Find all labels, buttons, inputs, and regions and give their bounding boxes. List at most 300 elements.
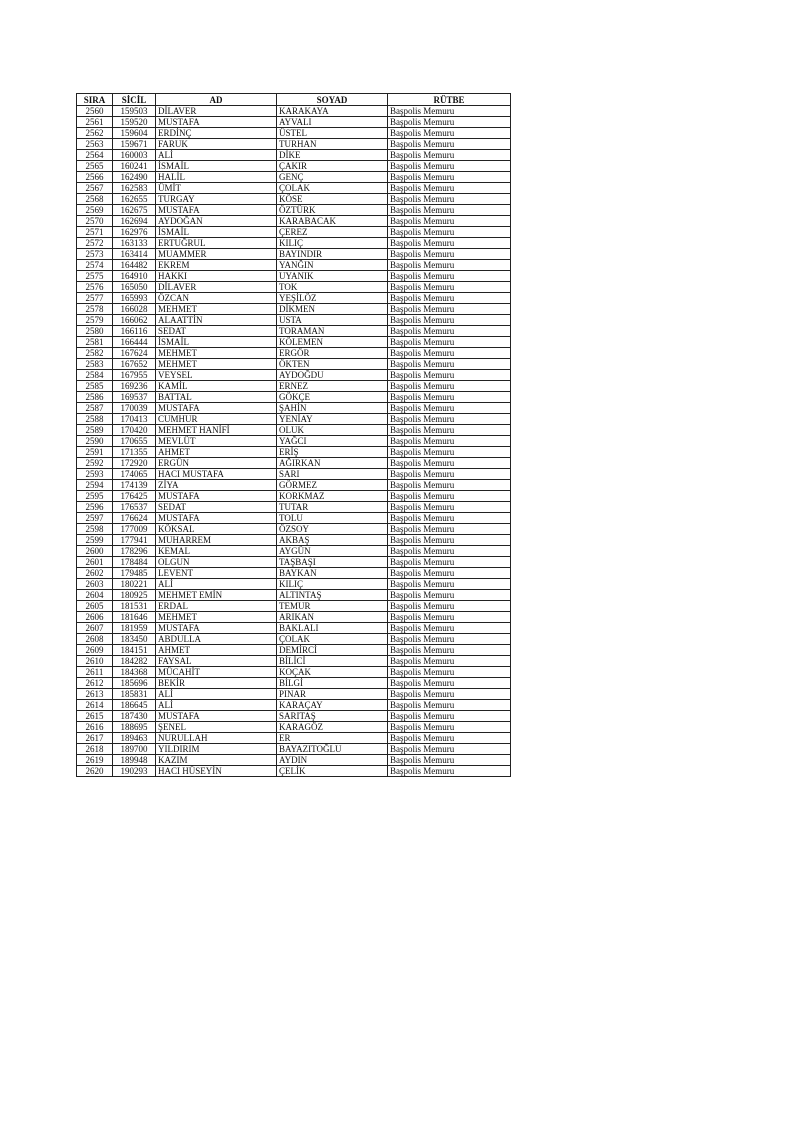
cell-ad: EKREM [156, 260, 277, 271]
table-row [77, 106, 511, 117]
table-row [77, 403, 511, 414]
cell-ad: MUSTAFA [156, 403, 277, 414]
cell-soyad: KÖSE [277, 194, 388, 205]
cell-sicil: 162694 [113, 216, 156, 227]
cell-sira: 2590 [77, 436, 113, 447]
table-row [77, 568, 511, 579]
cell-sicil: 190293 [113, 766, 156, 777]
cell-ad: VEYSEL [156, 370, 277, 381]
cell-rutbe: Başpolis Memuru [388, 513, 511, 524]
cell-soyad: DİKMEN [277, 304, 388, 315]
cell-ad: ERDİNÇ [156, 128, 277, 139]
cell-soyad: AKBAŞ [277, 535, 388, 546]
cell-sira: 2572 [77, 238, 113, 249]
table-row [77, 535, 511, 546]
cell-ad: KÖKSAL [156, 524, 277, 535]
cell-sira: 2612 [77, 678, 113, 689]
table-row [77, 249, 511, 260]
cell-sicil: 160241 [113, 161, 156, 172]
cell-soyad: ÖKTEN [277, 359, 388, 370]
cell-sira: 2580 [77, 326, 113, 337]
cell-sicil: 167955 [113, 370, 156, 381]
cell-sira: 2583 [77, 359, 113, 370]
cell-soyad: UYANIK [277, 271, 388, 282]
table-header-row [77, 94, 511, 106]
table-row [77, 238, 511, 249]
cell-soyad: BİLGİ [277, 678, 388, 689]
cell-sicil: 166062 [113, 315, 156, 326]
cell-sicil: 159503 [113, 106, 156, 117]
cell-ad: ŞENEL [156, 722, 277, 733]
cell-ad: MUSTAFA [156, 711, 277, 722]
cell-soyad: ÖZSOY [277, 524, 388, 535]
table-row [77, 370, 511, 381]
table-row [77, 326, 511, 337]
cell-soyad: ÇOLAK [277, 183, 388, 194]
cell-rutbe: Başpolis Memuru [388, 227, 511, 238]
table-row [77, 315, 511, 326]
cell-soyad: KÖLEMEN [277, 337, 388, 348]
cell-sira: 2584 [77, 370, 113, 381]
cell-ad: AHMET [156, 447, 277, 458]
cell-sicil: 164910 [113, 271, 156, 282]
cell-sira: 2620 [77, 766, 113, 777]
cell-sira: 2617 [77, 733, 113, 744]
cell-ad: HACI HÜSEYİN [156, 766, 277, 777]
cell-sicil: 180925 [113, 590, 156, 601]
cell-rutbe: Başpolis Memuru [388, 249, 511, 260]
header-rutbe: RÜTBE [388, 94, 511, 106]
cell-rutbe: Başpolis Memuru [388, 436, 511, 447]
cell-soyad: TOK [277, 282, 388, 293]
cell-soyad: SARI [277, 469, 388, 480]
cell-ad: KAMİL [156, 381, 277, 392]
table-row [77, 425, 511, 436]
cell-ad: FAYSAL [156, 656, 277, 667]
cell-rutbe: Başpolis Memuru [388, 667, 511, 678]
cell-ad: ZİYA [156, 480, 277, 491]
cell-ad: MUSTAFA [156, 623, 277, 634]
table-row [77, 216, 511, 227]
cell-sicil: 183450 [113, 634, 156, 645]
cell-rutbe: Başpolis Memuru [388, 359, 511, 370]
cell-sicil: 181531 [113, 601, 156, 612]
cell-rutbe: Başpolis Memuru [388, 590, 511, 601]
cell-sicil: 169236 [113, 381, 156, 392]
table-row [77, 260, 511, 271]
cell-ad: TURGAY [156, 194, 277, 205]
cell-soyad: YANĞIN [277, 260, 388, 271]
cell-soyad: ER [277, 733, 388, 744]
cell-sicil: 189948 [113, 755, 156, 766]
cell-sira: 2610 [77, 656, 113, 667]
cell-ad: CUMHUR [156, 414, 277, 425]
cell-rutbe: Başpolis Memuru [388, 414, 511, 425]
cell-rutbe: Başpolis Memuru [388, 172, 511, 183]
table-row [77, 744, 511, 755]
cell-ad: HACI MUSTAFA [156, 469, 277, 480]
cell-sicil: 174065 [113, 469, 156, 480]
cell-soyad: KARABACAK [277, 216, 388, 227]
cell-sicil: 169537 [113, 392, 156, 403]
cell-rutbe: Başpolis Memuru [388, 183, 511, 194]
cell-sicil: 181646 [113, 612, 156, 623]
table-row [77, 634, 511, 645]
cell-sicil: 170413 [113, 414, 156, 425]
table-row [77, 612, 511, 623]
table-row [77, 524, 511, 535]
cell-sicil: 162490 [113, 172, 156, 183]
cell-soyad: ÇAKIR [277, 161, 388, 172]
table-row [77, 458, 511, 469]
cell-sira: 2607 [77, 623, 113, 634]
cell-rutbe: Başpolis Memuru [388, 304, 511, 315]
cell-rutbe: Başpolis Memuru [388, 117, 511, 128]
cell-ad: MEHMET [156, 359, 277, 370]
cell-ad: NURULLAH [156, 733, 277, 744]
cell-sira: 2566 [77, 172, 113, 183]
cell-soyad: TORAMAN [277, 326, 388, 337]
table-row [77, 117, 511, 128]
table-row [77, 348, 511, 359]
cell-ad: MEHMET [156, 304, 277, 315]
cell-sicil: 160003 [113, 150, 156, 161]
cell-sicil: 167624 [113, 348, 156, 359]
cell-rutbe: Başpolis Memuru [388, 700, 511, 711]
header-sicil: SİCİL [113, 94, 156, 106]
cell-ad: MEHMET [156, 348, 277, 359]
cell-sira: 2618 [77, 744, 113, 755]
cell-sicil: 165050 [113, 282, 156, 293]
table-row [77, 337, 511, 348]
cell-soyad: TURHAN [277, 139, 388, 150]
cell-sira: 2603 [77, 579, 113, 590]
cell-sira: 2575 [77, 271, 113, 282]
cell-soyad: DİKE [277, 150, 388, 161]
cell-sira: 2588 [77, 414, 113, 425]
cell-soyad: KILIÇ [277, 579, 388, 590]
cell-sicil: 177009 [113, 524, 156, 535]
cell-rutbe: Başpolis Memuru [388, 337, 511, 348]
table-row [77, 711, 511, 722]
table-row [77, 722, 511, 733]
cell-sicil: 176425 [113, 491, 156, 502]
cell-sira: 2563 [77, 139, 113, 150]
cell-sira: 2604 [77, 590, 113, 601]
cell-soyad: BAYKAN [277, 568, 388, 579]
cell-rutbe: Başpolis Memuru [388, 381, 511, 392]
cell-sicil: 163133 [113, 238, 156, 249]
cell-soyad: PINAR [277, 689, 388, 700]
cell-ad: MUSTAFA [156, 513, 277, 524]
cell-sira: 2608 [77, 634, 113, 645]
cell-ad: KAZIM [156, 755, 277, 766]
cell-rutbe: Başpolis Memuru [388, 282, 511, 293]
cell-ad: ALİ [156, 700, 277, 711]
table-row [77, 392, 511, 403]
cell-ad: LEVENT [156, 568, 277, 579]
cell-soyad: SARITAŞ [277, 711, 388, 722]
table-row [77, 590, 511, 601]
cell-soyad: ERİŞ [277, 447, 388, 458]
cell-ad: FARUK [156, 139, 277, 150]
cell-soyad: GÖRMEZ [277, 480, 388, 491]
cell-rutbe: Başpolis Memuru [388, 425, 511, 436]
cell-ad: ALİ [156, 579, 277, 590]
cell-rutbe: Başpolis Memuru [388, 744, 511, 755]
cell-rutbe: Başpolis Memuru [388, 491, 511, 502]
cell-sicil: 187430 [113, 711, 156, 722]
cell-rutbe: Başpolis Memuru [388, 139, 511, 150]
cell-ad: ALİ [156, 689, 277, 700]
cell-sicil: 162976 [113, 227, 156, 238]
cell-soyad: AĞIRKAN [277, 458, 388, 469]
cell-sira: 2619 [77, 755, 113, 766]
cell-sira: 2564 [77, 150, 113, 161]
cell-soyad: ARIKAN [277, 612, 388, 623]
cell-sira: 2611 [77, 667, 113, 678]
cell-soyad: GÖKÇE [277, 392, 388, 403]
cell-sicil: 166444 [113, 337, 156, 348]
table-row [77, 601, 511, 612]
cell-sira: 2576 [77, 282, 113, 293]
table-row [77, 227, 511, 238]
cell-sira: 2577 [77, 293, 113, 304]
cell-sicil: 186645 [113, 700, 156, 711]
cell-rutbe: Başpolis Memuru [388, 106, 511, 117]
cell-soyad: KOÇAK [277, 667, 388, 678]
table-row [77, 557, 511, 568]
table-row [77, 271, 511, 282]
cell-ad: MUSTAFA [156, 117, 277, 128]
cell-sicil: 178484 [113, 557, 156, 568]
table-row [77, 194, 511, 205]
cell-rutbe: Başpolis Memuru [388, 447, 511, 458]
cell-ad: MÜCAHİT [156, 667, 277, 678]
table-row [77, 205, 511, 216]
cell-ad: AHMET [156, 645, 277, 656]
cell-sicil: 171355 [113, 447, 156, 458]
cell-rutbe: Başpolis Memuru [388, 128, 511, 139]
cell-sicil: 176624 [113, 513, 156, 524]
cell-rutbe: Başpolis Memuru [388, 645, 511, 656]
cell-soyad: ÇELİK [277, 766, 388, 777]
cell-rutbe: Başpolis Memuru [388, 194, 511, 205]
table-row [77, 546, 511, 557]
cell-soyad: KARAKAYA [277, 106, 388, 117]
header-sira: SIRA [77, 94, 113, 106]
table-row [77, 282, 511, 293]
cell-soyad: TAŞBAŞI [277, 557, 388, 568]
cell-sira: 2585 [77, 381, 113, 392]
cell-sicil: 166028 [113, 304, 156, 315]
cell-sicil: 184368 [113, 667, 156, 678]
cell-sicil: 163414 [113, 249, 156, 260]
cell-sira: 2596 [77, 502, 113, 513]
cell-rutbe: Başpolis Memuru [388, 557, 511, 568]
cell-sira: 2605 [77, 601, 113, 612]
header-soyad: SOYAD [277, 94, 388, 106]
cell-soyad: TUTAR [277, 502, 388, 513]
cell-ad: ÜMİT [156, 183, 277, 194]
cell-sira: 2570 [77, 216, 113, 227]
cell-ad: DİLAVER [156, 106, 277, 117]
cell-ad: MUAMMER [156, 249, 277, 260]
table-row [77, 469, 511, 480]
cell-sira: 2606 [77, 612, 113, 623]
cell-soyad: BAYAZITOĞLU [277, 744, 388, 755]
table-row [77, 359, 511, 370]
cell-rutbe: Başpolis Memuru [388, 271, 511, 282]
cell-rutbe: Başpolis Memuru [388, 568, 511, 579]
cell-rutbe: Başpolis Memuru [388, 502, 511, 513]
cell-ad: OLGUN [156, 557, 277, 568]
cell-sira: 2598 [77, 524, 113, 535]
cell-rutbe: Başpolis Memuru [388, 755, 511, 766]
table-row [77, 700, 511, 711]
cell-soyad: DEMİRCİ [277, 645, 388, 656]
cell-soyad: KILIÇ [277, 238, 388, 249]
cell-rutbe: Başpolis Memuru [388, 260, 511, 271]
cell-soyad: ALTINTAŞ [277, 590, 388, 601]
cell-rutbe: Başpolis Memuru [388, 711, 511, 722]
cell-sicil: 165993 [113, 293, 156, 304]
cell-ad: BEKİR [156, 678, 277, 689]
cell-sicil: 170420 [113, 425, 156, 436]
cell-sira: 2586 [77, 392, 113, 403]
cell-sicil: 185831 [113, 689, 156, 700]
cell-sira: 2568 [77, 194, 113, 205]
table-row [77, 678, 511, 689]
cell-rutbe: Başpolis Memuru [388, 403, 511, 414]
cell-sira: 2616 [77, 722, 113, 733]
cell-rutbe: Başpolis Memuru [388, 370, 511, 381]
table-row [77, 645, 511, 656]
cell-soyad: AYDOĞDU [277, 370, 388, 381]
cell-soyad: BAYINDIR [277, 249, 388, 260]
cell-sira: 2573 [77, 249, 113, 260]
cell-soyad: ŞAHİN [277, 403, 388, 414]
cell-soyad: TEMUR [277, 601, 388, 612]
cell-rutbe: Başpolis Memuru [388, 150, 511, 161]
table-row [77, 579, 511, 590]
cell-ad: MEHMET [156, 612, 277, 623]
cell-rutbe: Başpolis Memuru [388, 315, 511, 326]
cell-ad: ALAATTİN [156, 315, 277, 326]
cell-sicil: 172920 [113, 458, 156, 469]
cell-ad: ERGÜN [156, 458, 277, 469]
cell-rutbe: Başpolis Memuru [388, 205, 511, 216]
cell-sira: 2599 [77, 535, 113, 546]
cell-rutbe: Başpolis Memuru [388, 326, 511, 337]
cell-rutbe: Başpolis Memuru [388, 480, 511, 491]
cell-ad: MUSTAFA [156, 205, 277, 216]
cell-sira: 2560 [77, 106, 113, 117]
cell-sira: 2562 [77, 128, 113, 139]
cell-sira: 2614 [77, 700, 113, 711]
table-row [77, 183, 511, 194]
cell-rutbe: Başpolis Memuru [388, 722, 511, 733]
cell-ad: DİLAVER [156, 282, 277, 293]
table-row [77, 128, 511, 139]
cell-sira: 2594 [77, 480, 113, 491]
cell-ad: BATTAL [156, 392, 277, 403]
cell-sicil: 180221 [113, 579, 156, 590]
cell-sira: 2582 [77, 348, 113, 359]
cell-rutbe: Başpolis Memuru [388, 623, 511, 634]
cell-ad: İSMAİL [156, 227, 277, 238]
table-row [77, 480, 511, 491]
cell-rutbe: Başpolis Memuru [388, 535, 511, 546]
cell-rutbe: Başpolis Memuru [388, 216, 511, 227]
cell-rutbe: Başpolis Memuru [388, 612, 511, 623]
cell-ad: MUHARREM [156, 535, 277, 546]
cell-sira: 2595 [77, 491, 113, 502]
cell-rutbe: Başpolis Memuru [388, 392, 511, 403]
cell-ad: AYDOĞAN [156, 216, 277, 227]
cell-soyad: YENİAY [277, 414, 388, 425]
cell-ad: İSMAİL [156, 161, 277, 172]
cell-soyad: ÇEREZ [277, 227, 388, 238]
cell-ad: YILDIRIM [156, 744, 277, 755]
cell-sicil: 189700 [113, 744, 156, 755]
cell-rutbe: Başpolis Memuru [388, 689, 511, 700]
cell-rutbe: Başpolis Memuru [388, 469, 511, 480]
cell-soyad: YEŞİLÖZ [277, 293, 388, 304]
table-row [77, 502, 511, 513]
cell-soyad: AYDIN [277, 755, 388, 766]
cell-soyad: KORKMAZ [277, 491, 388, 502]
cell-soyad: ÇOLAK [277, 634, 388, 645]
cell-sicil: 181959 [113, 623, 156, 634]
cell-sira: 2615 [77, 711, 113, 722]
cell-soyad: OLUK [277, 425, 388, 436]
cell-sira: 2600 [77, 546, 113, 557]
cell-sira: 2609 [77, 645, 113, 656]
table-row [77, 656, 511, 667]
cell-sicil: 164482 [113, 260, 156, 271]
cell-sicil: 159604 [113, 128, 156, 139]
cell-sicil: 170039 [113, 403, 156, 414]
cell-rutbe: Başpolis Memuru [388, 656, 511, 667]
cell-sira: 2569 [77, 205, 113, 216]
cell-ad: MEVLÜT [156, 436, 277, 447]
cell-sicil: 176537 [113, 502, 156, 513]
cell-ad: ÖZCAN [156, 293, 277, 304]
cell-sicil: 178296 [113, 546, 156, 557]
cell-rutbe: Başpolis Memuru [388, 293, 511, 304]
cell-ad: MUSTAFA [156, 491, 277, 502]
cell-rutbe: Başpolis Memuru [388, 678, 511, 689]
cell-sicil: 185696 [113, 678, 156, 689]
personnel-table [76, 93, 511, 777]
cell-sira: 2567 [77, 183, 113, 194]
table-row [77, 150, 511, 161]
cell-soyad: BAKLALI [277, 623, 388, 634]
cell-rutbe: Başpolis Memuru [388, 524, 511, 535]
cell-sira: 2601 [77, 557, 113, 568]
cell-soyad: ÖZTÜRK [277, 205, 388, 216]
cell-ad: MEHMET HANİFİ [156, 425, 277, 436]
cell-rutbe: Başpolis Memuru [388, 766, 511, 777]
cell-sira: 2578 [77, 304, 113, 315]
cell-sira: 2589 [77, 425, 113, 436]
table-row [77, 436, 511, 447]
cell-rutbe: Başpolis Memuru [388, 634, 511, 645]
cell-rutbe: Başpolis Memuru [388, 238, 511, 249]
cell-ad: ALİ [156, 150, 277, 161]
cell-ad: KEMAL [156, 546, 277, 557]
